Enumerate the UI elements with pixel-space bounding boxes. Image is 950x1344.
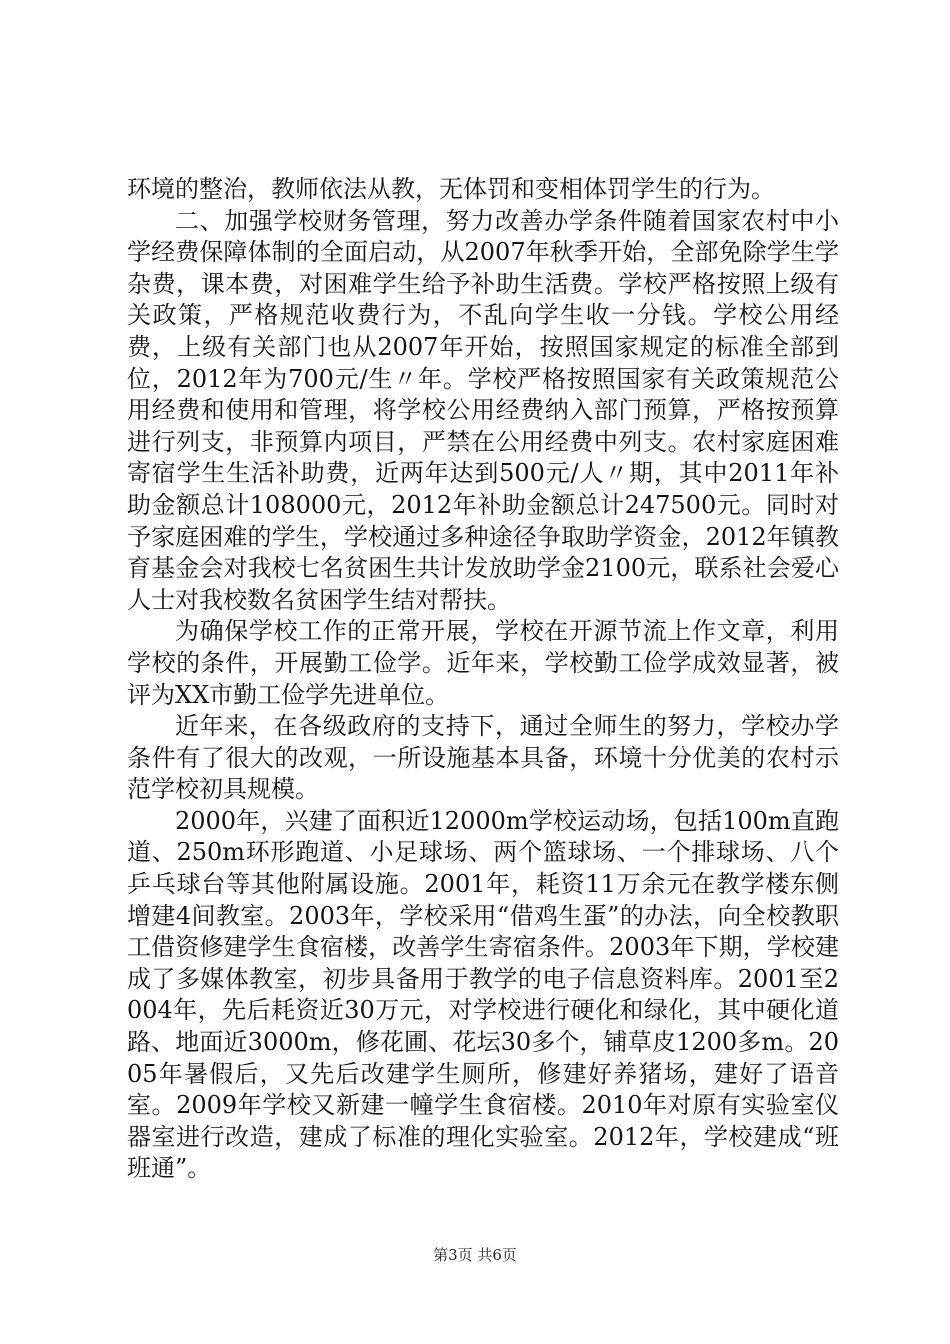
paragraph-work-study: 为确保学校工作的正常开展，学校在开源节流上作文章，利用学校的条件，开展勤工俭学。近年来，学校勤工俭学成效显著，被评为XX市勤工俭学先进单位。 bbox=[127, 617, 839, 709]
paragraph-continuation: 环境的整治，教师依法从教，无体罚和变相体罚学生的行为。 bbox=[127, 175, 775, 203]
body-text bbox=[127, 174, 839, 1185]
paragraph-school-conditions: 近年来，在各级政府的支持下，通过全师生的努力，学校办学条件有了很大的改观，一所设施基本具备，环境十分优美的农村示范学校初具规模。 bbox=[127, 712, 839, 804]
paragraph-finance-management: 二、加强学校财务管理，努力改善办学条件随着国家农村中小学经费保障体制的全面启动，从2007年秋季开始，全部免除学生学杂费，课本费，对困难学生给予补助生活费。学校严格按照上级有关政策，严格规范收费行为，不乱向学生收一分钱。学校公用经费，上级有关部门也从2007年开始，按照国家规定的标准全部到位，2012年为700元/生〃年。学校严格按照国家有关政策规范公用经费和使用和管理，将学校公用经费纳入部门预算，严格按预算进行列支，非预算内项目，严禁在公用经费中列支。农村家庭困难寄宿学生生活补助费，近两年达到500元/人〃期，其中2011年补助金额总计108000元，2012年补助金额总计247500元。同时对予家庭困难的学生，学校通过多种途径争取助学资金，2012年镇教育基金会对我校七名贫困生共计发放助学金2100元，联系社会爱心人士对我校数名贫困学生结对帮扶。 bbox=[127, 206, 839, 614]
paragraph-construction-history: 2000年，兴建了面积近12000m学校运动场，包括100m直跑道、250m环形跑道、小足球场、两个篮球场、一个排球场、八个乒乓球台等其他附属设施。2001年，耗资11万余元在教学楼东侧增建4间教室。2003年，学校采用“借鸡生蛋”的办法，向全校教职工借资修建学生食宿楼，改善学生寄宿条件。2003年下期，学校建成了多媒体教室，初步具备用于教学的电子信息资料库。2001至2004年，先后耗资近30万元，对学校进行硬化和绿化，其中硬化道路、地面近3000m，修花圃、花坛30多个，铺草皮1200多m。2005年暑假后，又先后改建学生厕所，修建好养猪场，建好了语音室。2009年学校又新建一幢学生食宿楼。2010年对原有实验室仪器室进行改造，建成了标准的理化实验室。2012年，学校建成“班班通”。 bbox=[127, 806, 839, 1183]
page-footer: 第3页 共6页 bbox=[433, 1246, 517, 1264]
